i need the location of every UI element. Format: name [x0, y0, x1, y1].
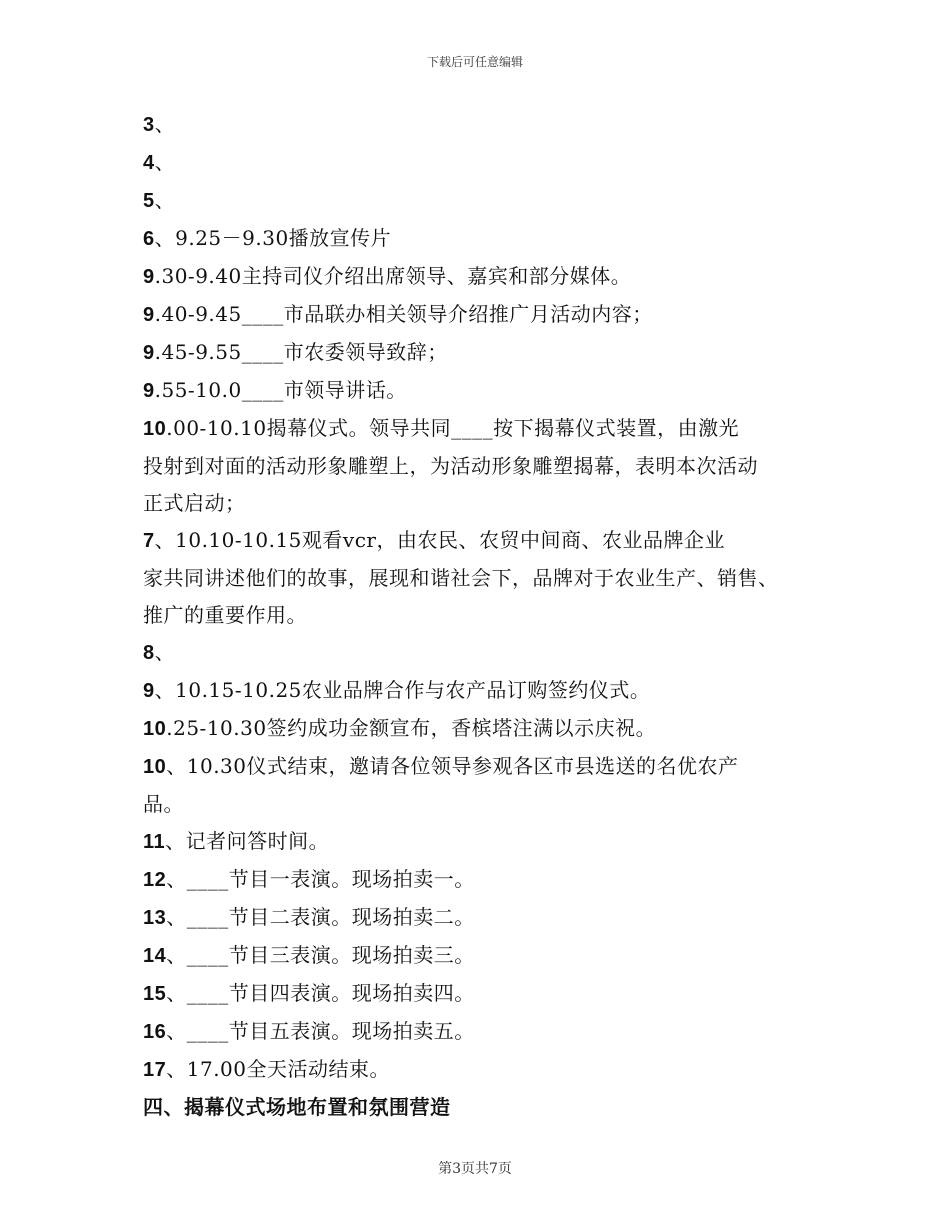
list-item: 9.30-9.40主持司仪介绍出席领导、嘉宾和部分媒体。 — [143, 264, 632, 288]
list-item: 16、____节目五表演。现场拍卖五。 — [143, 1019, 475, 1043]
paragraph-line: 家共同讲述他们的故事，展现和谐社会下，品牌对于农业生产、销售、 — [143, 566, 779, 590]
list-item: 17、17.00全天活动结束。 — [143, 1057, 391, 1081]
list-item: 12、____节目一表演。现场拍卖一。 — [143, 867, 475, 891]
list-item: 13、____节目二表演。现场拍卖二。 — [143, 905, 475, 929]
paragraph-line: 品。 — [143, 792, 184, 816]
page-header: 下载后可任意编辑 — [426, 55, 523, 69]
list-item: 8、 — [143, 640, 176, 664]
list-item: 5、 — [143, 188, 176, 212]
list-item: 14、____节目三表演。现场拍卖三。 — [143, 943, 475, 967]
paragraph-line: 推广的重要作用。 — [143, 603, 307, 627]
section-heading: 四、揭幕仪式场地布置和氛围营造 — [143, 1095, 451, 1119]
list-item: 9、10.15-10.25农业品牌合作与农产品订购签约仪式。 — [143, 678, 651, 702]
list-item: 9.55-10.0____市领导讲话。 — [143, 378, 407, 402]
list-item: 9.40-9.45____市品联办相关领导介绍推广月活动内容； — [143, 302, 653, 326]
list-item: 10.25-10.30签约成功金额宣布，香槟塔注满以示庆祝。 — [143, 716, 657, 740]
list-item: 4、 — [143, 150, 176, 174]
list-item: 3、 — [143, 112, 176, 136]
paragraph-line: 正式启动； — [143, 491, 246, 515]
document-body — [143, 112, 813, 1119]
list-item: 6、9.25－9.30播放宣传片 — [143, 226, 392, 250]
list-item: 9.45-9.55____市农委领导致辞； — [143, 340, 448, 364]
list-item: 7、10.10-10.15观看vcr，由农民、农贸中间商、农业品牌企业 — [143, 528, 725, 552]
list-item: 10、10.30仪式结束，邀请各位领导参观各区市县选送的名优农产 — [143, 754, 739, 778]
list-item: 11、记者问答时间。 — [143, 829, 330, 853]
list-item: 10.00-10.10揭幕仪式。领导共同____按下揭幕仪式装置，由激光 — [143, 416, 740, 440]
paragraph-line: 投射到对面的活动形象雕塑上，为活动形象雕塑揭幕，表明本次活动 — [143, 454, 758, 478]
page-footer: 第3页共7页 — [438, 1161, 512, 1177]
list-item: 15、____节目四表演。现场拍卖四。 — [143, 981, 475, 1005]
